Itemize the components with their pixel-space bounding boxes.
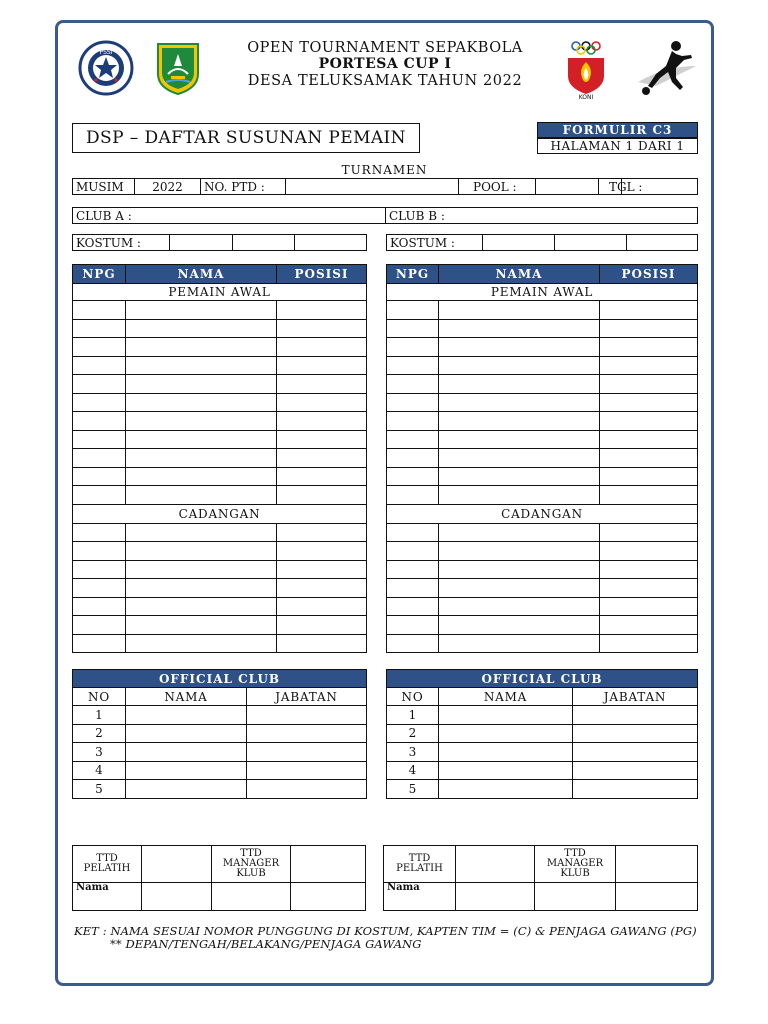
player-npg-cell[interactable] — [73, 523, 126, 542]
player-position-cell[interactable] — [277, 560, 367, 579]
player-name-cell[interactable] — [126, 486, 277, 505]
player-position-cell[interactable] — [600, 301, 698, 320]
player-position-cell[interactable] — [277, 412, 367, 431]
player-name-cell[interactable] — [439, 375, 600, 394]
player-name-cell[interactable] — [126, 467, 277, 486]
player-row-b — [387, 319, 698, 338]
official-number: 4 — [73, 761, 126, 780]
player-name-cell[interactable] — [126, 523, 277, 542]
official-row-a — [73, 743, 367, 762]
official-row-a — [73, 780, 367, 799]
official-row-b — [387, 724, 698, 743]
player-row-a — [73, 449, 367, 468]
player-npg-cell[interactable] — [387, 375, 439, 394]
player-position-cell[interactable] — [277, 301, 367, 320]
player-name-cell[interactable] — [439, 486, 600, 505]
official-number: 2 — [387, 724, 439, 743]
player-row-a — [73, 338, 367, 357]
official-number: 5 — [73, 780, 126, 799]
player-npg-cell[interactable] — [73, 430, 126, 449]
official-col-header-a: NO — [73, 688, 126, 706]
players-table-club-b — [386, 264, 698, 653]
player-position-cell[interactable] — [600, 616, 698, 635]
player-name-cell[interactable] — [126, 319, 277, 338]
official-name-cell[interactable] — [126, 706, 247, 725]
form-title: DSP – DAFTAR SUSUNAN PEMAIN — [72, 123, 420, 153]
player-name-cell[interactable] — [126, 542, 277, 561]
no-ptd-field[interactable] — [286, 179, 459, 195]
official-name-cell[interactable] — [126, 780, 247, 799]
kostum-a-color-2[interactable] — [233, 235, 295, 251]
player-position-cell[interactable] — [600, 430, 698, 449]
official-name-cell[interactable] — [439, 724, 573, 743]
player-position-cell[interactable] — [600, 542, 698, 561]
player-row-a — [73, 430, 367, 449]
kostum-row-b — [386, 234, 698, 251]
player-position-cell[interactable] — [600, 560, 698, 579]
player-npg-cell[interactable] — [73, 338, 126, 357]
player-npg-cell[interactable] — [387, 616, 439, 635]
player-position-cell[interactable] — [600, 579, 698, 598]
player-npg-cell[interactable] — [387, 486, 439, 505]
player-row-a — [73, 319, 367, 338]
player-npg-cell[interactable] — [387, 634, 439, 653]
player-position-cell[interactable] — [277, 375, 367, 394]
player-row-b — [387, 467, 698, 486]
official-col-header-b: NAMA — [439, 688, 573, 706]
substitute-row-b — [387, 616, 698, 635]
player-npg-cell[interactable] — [73, 319, 126, 338]
player-name-cell[interactable] — [439, 319, 600, 338]
ttd-manager-box-b[interactable] — [616, 846, 698, 883]
player-col-header-b: NAMA — [439, 265, 600, 284]
nama-pelatih-b[interactable]: Nama — [384, 883, 456, 911]
substitute-row-b — [387, 542, 698, 561]
player-npg-cell[interactable] — [387, 301, 439, 320]
substitute-row-a — [73, 523, 367, 542]
player-row-b — [387, 301, 698, 320]
player-npg-cell[interactable] — [73, 393, 126, 412]
substitute-row-a — [73, 579, 367, 598]
player-col-header-a: NPG — [73, 265, 126, 284]
nama-pelatih-field-b[interactable] — [456, 883, 535, 911]
official-club-table-b — [386, 669, 698, 799]
pssi-text: PSSI — [99, 49, 113, 56]
formulir-label: FORMULIR C3 — [537, 122, 698, 138]
player-name-cell[interactable] — [439, 301, 600, 320]
ttd-manager-box-a[interactable] — [291, 846, 366, 883]
substitute-row-a — [73, 634, 367, 653]
official-name-cell[interactable] — [126, 724, 247, 743]
player-npg-cell[interactable] — [73, 375, 126, 394]
player-col-header-b: NPG — [387, 265, 439, 284]
player-name-cell[interactable] — [439, 597, 600, 616]
player-name-cell[interactable] — [126, 301, 277, 320]
player-position-cell[interactable] — [277, 542, 367, 561]
club-b-field[interactable]: CLUB B : — [386, 208, 698, 224]
player-position-cell[interactable] — [600, 412, 698, 431]
official-club-table-a — [72, 669, 367, 799]
player-position-cell[interactable] — [277, 634, 367, 653]
official-name-cell[interactable] — [126, 743, 247, 762]
official-name-cell[interactable] — [126, 761, 247, 780]
player-name-cell[interactable] — [126, 375, 277, 394]
player-name-cell[interactable] — [439, 338, 600, 357]
player-name-cell[interactable] — [439, 393, 600, 412]
player-position-cell[interactable] — [277, 338, 367, 357]
official-role-cell[interactable] — [573, 743, 698, 762]
player-row-a — [73, 467, 367, 486]
official-row-b — [387, 761, 698, 780]
musim-value[interactable]: 2022 — [135, 179, 201, 195]
player-name-cell[interactable] — [439, 560, 600, 579]
official-name-cell[interactable] — [439, 780, 573, 799]
kostum-a-color-1[interactable] — [170, 235, 233, 251]
player-name-cell[interactable] — [439, 467, 600, 486]
starting-lineup-label-a: PEMAIN AWAL — [73, 284, 367, 301]
substitute-row-a — [73, 616, 367, 635]
player-name-cell[interactable] — [126, 579, 277, 598]
official-number: 1 — [387, 706, 439, 725]
player-row-b — [387, 486, 698, 505]
official-number: 2 — [73, 724, 126, 743]
player-position-cell[interactable] — [277, 393, 367, 412]
village-year: DESA TELUKSAMAK TAHUN 2022 — [247, 73, 523, 89]
player-position-cell[interactable] — [277, 356, 367, 375]
nama-pelatih-a[interactable]: Nama — [73, 883, 142, 911]
official-row-b — [387, 706, 698, 725]
pool-label: POOL : — [459, 179, 536, 195]
player-position-cell[interactable] — [277, 467, 367, 486]
player-npg-cell[interactable] — [73, 597, 126, 616]
official-club-title-a: OFFICIAL CLUB — [73, 670, 367, 688]
official-club-title-b: OFFICIAL CLUB — [387, 670, 698, 688]
player-position-cell[interactable] — [600, 597, 698, 616]
substitute-row-b — [387, 560, 698, 579]
official-number: 4 — [387, 761, 439, 780]
player-npg-cell[interactable] — [387, 319, 439, 338]
club-row — [72, 207, 698, 224]
player-row-b — [387, 375, 698, 394]
player-npg-cell[interactable] — [73, 560, 126, 579]
player-row-a — [73, 412, 367, 431]
no-ptd-label: NO. PTD : — [201, 179, 286, 195]
player-npg-cell[interactable] — [387, 597, 439, 616]
football-player-logo — [636, 36, 698, 98]
official-col-header-a: NAMA — [126, 688, 247, 706]
kostum-a-color-3[interactable] — [295, 235, 367, 251]
official-name-cell[interactable] — [439, 743, 573, 762]
player-position-cell[interactable] — [600, 356, 698, 375]
player-name-cell[interactable] — [439, 412, 600, 431]
player-row-a — [73, 375, 367, 394]
player-position-cell[interactable] — [277, 430, 367, 449]
player-name-cell[interactable] — [126, 634, 277, 653]
player-position-cell[interactable] — [600, 486, 698, 505]
official-col-header-b: NO — [387, 688, 439, 706]
kostum-b-color-1[interactable] — [483, 235, 555, 251]
substitute-row-b — [387, 523, 698, 542]
starting-lineup-label-b: PEMAIN AWAL — [387, 284, 698, 301]
kostum-a-label: KOSTUM : — [73, 235, 170, 251]
player-npg-cell[interactable] — [73, 616, 126, 635]
official-role-cell[interactable] — [573, 780, 698, 799]
substitutes-label-a: CADANGAN — [73, 504, 367, 523]
player-npg-cell[interactable] — [387, 430, 439, 449]
official-row-a — [73, 706, 367, 725]
player-npg-cell[interactable] — [73, 449, 126, 468]
player-row-b — [387, 449, 698, 468]
player-npg-cell[interactable] — [73, 634, 126, 653]
player-col-header-a: NAMA — [126, 265, 277, 284]
player-name-cell[interactable] — [126, 616, 277, 635]
player-position-cell[interactable] — [600, 449, 698, 468]
player-name-cell[interactable] — [439, 579, 600, 598]
player-position-cell[interactable] — [277, 449, 367, 468]
pool-field[interactable] — [536, 179, 599, 195]
kostum-b-color-3[interactable] — [627, 235, 698, 251]
tgl-label: TGL : — [599, 179, 622, 195]
official-role-cell[interactable] — [247, 780, 367, 799]
kostum-b-color-2[interactable] — [555, 235, 627, 251]
player-npg-cell[interactable] — [73, 356, 126, 375]
turnamen-label: TURNAMEN — [341, 163, 428, 177]
footnote-line-1: KET : NAMA SESUAI NOMOR PUNGGUNG DI KOSTUM, KAPTEN TIM = (C) & PENJAGA GAWANG (PG) — [74, 924, 697, 938]
official-name-cell[interactable] — [439, 706, 573, 725]
koni-text: KONI — [578, 94, 594, 100]
player-name-cell[interactable] — [126, 430, 277, 449]
player-npg-cell[interactable] — [387, 449, 439, 468]
cup-name: PORTESA CUP I — [318, 56, 452, 72]
official-role-cell[interactable] — [247, 724, 367, 743]
player-npg-cell[interactable] — [73, 486, 126, 505]
player-row-a — [73, 486, 367, 505]
official-number: 3 — [73, 743, 126, 762]
player-npg-cell[interactable] — [387, 579, 439, 598]
player-npg-cell[interactable] — [73, 301, 126, 320]
player-npg-cell[interactable] — [387, 393, 439, 412]
official-number: 5 — [387, 780, 439, 799]
player-row-a — [73, 301, 367, 320]
official-number: 1 — [73, 706, 126, 725]
player-name-cell[interactable] — [439, 356, 600, 375]
tournament-title: OPEN TOURNAMENT SEPAKBOLA — [247, 40, 523, 56]
player-row-b — [387, 393, 698, 412]
player-name-cell[interactable] — [439, 616, 600, 635]
pssi-logo — [78, 40, 134, 96]
official-row-b — [387, 780, 698, 799]
substitute-row-b — [387, 579, 698, 598]
club-a-field[interactable]: CLUB A : — [73, 208, 386, 224]
player-name-cell[interactable] — [439, 523, 600, 542]
player-npg-cell[interactable] — [73, 412, 126, 431]
player-npg-cell[interactable] — [387, 542, 439, 561]
player-row-b — [387, 338, 698, 357]
player-position-cell[interactable] — [277, 579, 367, 598]
nama-manager-a[interactable] — [212, 883, 291, 911]
player-npg-cell[interactable] — [73, 542, 126, 561]
official-col-header-a: JABATAN — [247, 688, 367, 706]
player-npg-cell[interactable] — [387, 523, 439, 542]
substitute-row-b — [387, 634, 698, 653]
player-npg-cell[interactable] — [387, 412, 439, 431]
player-position-cell[interactable] — [600, 319, 698, 338]
player-position-cell[interactable] — [277, 616, 367, 635]
player-row-b — [387, 412, 698, 431]
player-position-cell[interactable] — [600, 467, 698, 486]
official-role-cell[interactable] — [247, 743, 367, 762]
nama-pelatih-field-a[interactable] — [142, 883, 212, 911]
player-name-cell[interactable] — [439, 430, 600, 449]
official-role-cell[interactable] — [247, 706, 367, 725]
official-col-header-b: JABATAN — [573, 688, 698, 706]
nama-manager-field-b[interactable] — [616, 883, 698, 911]
ttd-pelatih-box-b[interactable] — [456, 846, 535, 883]
player-position-cell[interactable] — [600, 338, 698, 357]
player-npg-cell[interactable] — [387, 467, 439, 486]
player-name-cell[interactable] — [126, 393, 277, 412]
official-row-a — [73, 761, 367, 780]
player-position-cell[interactable] — [600, 375, 698, 394]
player-name-cell[interactable] — [439, 449, 600, 468]
substitute-row-a — [73, 542, 367, 561]
player-row-a — [73, 356, 367, 375]
substitute-row-a — [73, 597, 367, 616]
player-name-cell[interactable] — [126, 449, 277, 468]
substitute-row-a — [73, 560, 367, 579]
player-position-cell[interactable] — [277, 486, 367, 505]
halaman-label: HALAMAN 1 DARI 1 — [537, 138, 698, 154]
player-position-cell[interactable] — [600, 634, 698, 653]
official-role-cell[interactable] — [573, 706, 698, 725]
musim-label: MUSIM — [73, 179, 135, 195]
player-col-header-b: POSISI — [600, 265, 698, 284]
player-name-cell[interactable] — [126, 338, 277, 357]
player-name-cell[interactable] — [126, 560, 277, 579]
player-row-b — [387, 430, 698, 449]
kostum-row-a — [72, 234, 367, 251]
player-npg-cell[interactable] — [387, 338, 439, 357]
official-role-cell[interactable] — [573, 761, 698, 780]
ttd-manager-label-a: TTD MANAGER KLUB — [212, 846, 291, 883]
info-row — [72, 178, 698, 195]
ttd-pelatih-box-a[interactable] — [142, 846, 212, 883]
player-position-cell[interactable] — [277, 523, 367, 542]
nama-manager-b[interactable] — [535, 883, 616, 911]
official-number: 3 — [387, 743, 439, 762]
footnote — [74, 925, 714, 951]
player-npg-cell[interactable] — [387, 560, 439, 579]
ttd-manager-label-b: TTD MANAGER KLUB — [535, 846, 616, 883]
official-role-cell[interactable] — [573, 724, 698, 743]
ttd-pelatih-label-b: TTD PELATIH — [384, 846, 456, 883]
player-npg-cell[interactable] — [387, 356, 439, 375]
player-name-cell[interactable] — [439, 634, 600, 653]
nama-manager-field-a[interactable] — [291, 883, 366, 911]
official-row-a — [73, 724, 367, 743]
substitutes-label-b: CADANGAN — [387, 504, 698, 523]
players-table-club-a — [72, 264, 367, 653]
player-position-cell[interactable] — [600, 393, 698, 412]
player-npg-cell[interactable] — [73, 467, 126, 486]
official-name-cell[interactable] — [439, 761, 573, 780]
player-name-cell[interactable] — [439, 542, 600, 561]
player-position-cell[interactable] — [277, 597, 367, 616]
player-npg-cell[interactable] — [73, 579, 126, 598]
ttd-pelatih-label-a: TTD PELATIH — [73, 846, 142, 883]
player-col-header-a: POSISI — [277, 265, 367, 284]
player-position-cell[interactable] — [277, 319, 367, 338]
footnote-line-2: ** DEPAN/TENGAH/BELAKANG/PENJAGA GAWANG — [110, 937, 422, 951]
player-row-b — [387, 356, 698, 375]
player-name-cell[interactable] — [126, 412, 277, 431]
signature-table-a — [72, 845, 366, 911]
player-row-a — [73, 393, 367, 412]
player-position-cell[interactable] — [600, 523, 698, 542]
official-role-cell[interactable] — [247, 761, 367, 780]
signature-table-b — [383, 845, 698, 911]
player-name-cell[interactable] — [126, 356, 277, 375]
official-row-b — [387, 743, 698, 762]
substitute-row-b — [387, 597, 698, 616]
player-name-cell[interactable] — [126, 597, 277, 616]
kostum-b-label: KOSTUM : — [387, 235, 483, 251]
